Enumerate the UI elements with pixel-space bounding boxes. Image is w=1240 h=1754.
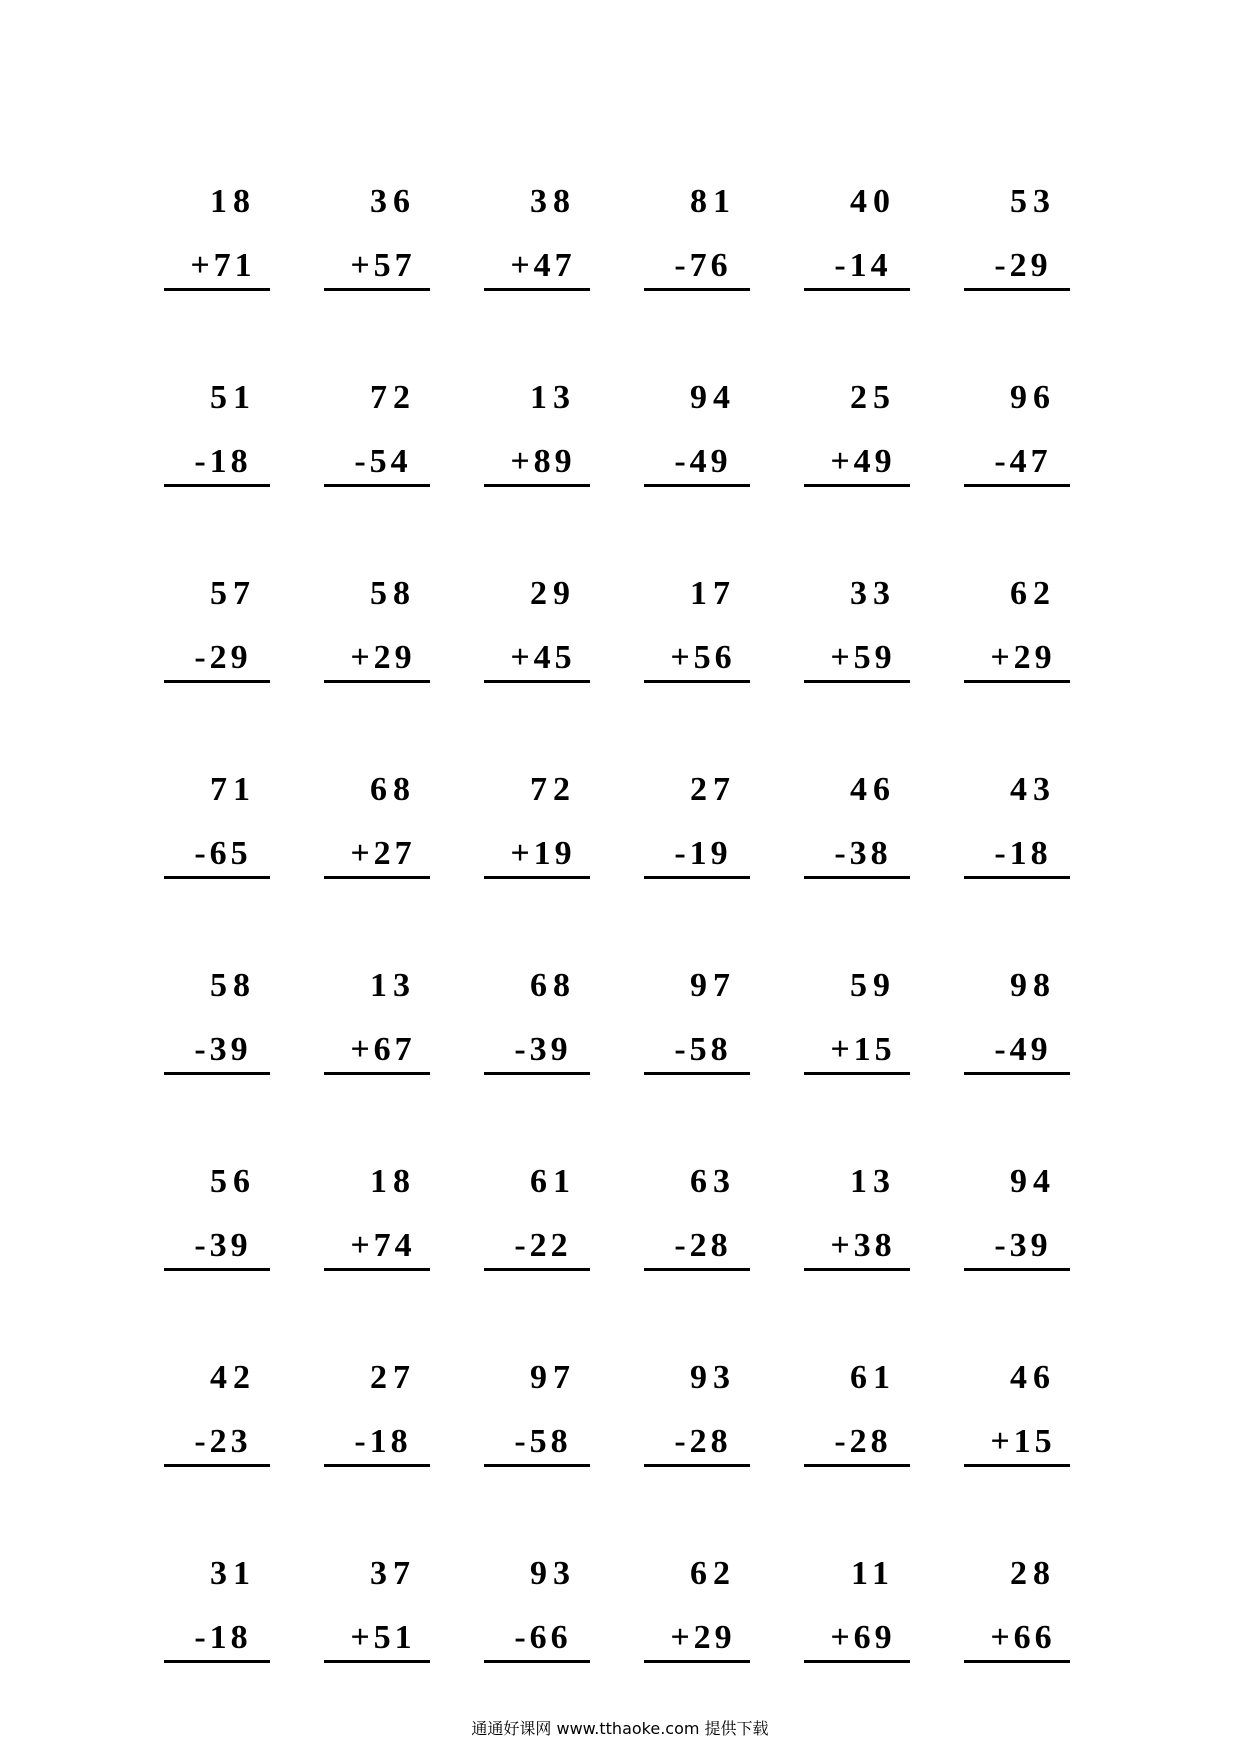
- problem-top-number: 36: [370, 183, 416, 220]
- answer-line: [324, 1072, 430, 1075]
- answer-line: [964, 1268, 1070, 1271]
- problem-operand: +67: [350, 1031, 416, 1068]
- problem-operand: +47: [510, 247, 576, 284]
- problem: [640, 1554, 760, 1674]
- problem-operand: -39: [994, 1227, 1052, 1264]
- answer-line: [164, 1268, 270, 1271]
- answer-line: [484, 1268, 590, 1271]
- answer-line: [644, 680, 750, 683]
- problem-operand: -47: [994, 443, 1052, 480]
- problem-row: [160, 378, 1100, 498]
- problem: [960, 182, 1080, 302]
- problem-operand: +29: [670, 1619, 736, 1656]
- problem-top-number: 53: [1010, 183, 1056, 220]
- problem-top-number: 27: [690, 771, 736, 808]
- problem-top-number: 31: [210, 1555, 256, 1592]
- problem-operand: -18: [354, 1423, 412, 1460]
- problem-operand: -18: [994, 835, 1052, 872]
- answer-line: [164, 288, 270, 291]
- problem-operand: -23: [194, 1423, 252, 1460]
- answer-line: [164, 680, 270, 683]
- problem-top-number: 96: [1010, 379, 1056, 416]
- problem: [160, 1162, 280, 1282]
- problem: [320, 770, 440, 890]
- problem: [160, 574, 280, 694]
- problem-top-number: 72: [370, 379, 416, 416]
- problem-operand: -65: [194, 835, 252, 872]
- problem: [960, 378, 1080, 498]
- problem-row: [160, 574, 1100, 694]
- problem-operand: +69: [830, 1619, 896, 1656]
- problem-top-number: 43: [1010, 771, 1056, 808]
- answer-line: [644, 484, 750, 487]
- problem-operand: +38: [830, 1227, 896, 1264]
- problem: [960, 1554, 1080, 1674]
- problem-top-number: 61: [850, 1359, 896, 1396]
- answer-line: [804, 484, 910, 487]
- answer-line: [644, 1072, 750, 1075]
- problem: [640, 966, 760, 1086]
- problem-top-number: 46: [1010, 1359, 1056, 1396]
- problem-operand: -19: [674, 835, 732, 872]
- problem: [160, 182, 280, 302]
- answer-line: [484, 484, 590, 487]
- problem-top-number: 28: [1010, 1555, 1056, 1592]
- problem-top-number: 94: [1010, 1163, 1056, 1200]
- answer-line: [804, 1464, 910, 1467]
- answer-line: [324, 288, 430, 291]
- problem-top-number: 71: [210, 771, 256, 808]
- answer-line: [964, 484, 1070, 487]
- problem: [800, 1358, 920, 1478]
- problem-top-number: 37: [370, 1555, 416, 1592]
- problem-top-number: 13: [850, 1163, 896, 1200]
- problem: [800, 574, 920, 694]
- answer-line: [164, 1072, 270, 1075]
- problem-top-number: 46: [850, 771, 896, 808]
- problem: [320, 1358, 440, 1478]
- problem-operand: +49: [830, 443, 896, 480]
- problem-row: [160, 770, 1100, 890]
- problem-operand: +15: [990, 1423, 1056, 1460]
- problem-top-number: 62: [690, 1555, 736, 1592]
- answer-line: [484, 876, 590, 879]
- problem-operand: +29: [350, 639, 416, 676]
- problem-operand: +15: [830, 1031, 896, 1068]
- problem: [160, 1358, 280, 1478]
- answer-line: [324, 680, 430, 683]
- answer-line: [964, 1072, 1070, 1075]
- answer-line: [804, 288, 910, 291]
- problem-operand: -58: [514, 1423, 572, 1460]
- problem-operand: -38: [834, 835, 892, 872]
- problem-operand: -39: [194, 1031, 252, 1068]
- problem-top-number: 17: [690, 575, 736, 612]
- problem-operand: -29: [994, 247, 1052, 284]
- problem-operand: +89: [510, 443, 576, 480]
- problem-operand: -39: [514, 1031, 572, 1068]
- problem: [960, 1162, 1080, 1282]
- problem-operand: +59: [830, 639, 896, 676]
- problem-top-number: 81: [690, 183, 736, 220]
- problem: [480, 182, 600, 302]
- problem-top-number: 33: [850, 575, 896, 612]
- problem-top-number: 72: [530, 771, 576, 808]
- worksheet: [160, 182, 1100, 1682]
- problem-top-number: 13: [370, 967, 416, 1004]
- problem-top-number: 38: [530, 183, 576, 220]
- problem: [320, 966, 440, 1086]
- answer-line: [484, 1660, 590, 1663]
- answer-line: [964, 1464, 1070, 1467]
- problem-operand: -39: [194, 1227, 252, 1264]
- problem-top-number: 63: [690, 1163, 736, 1200]
- problem-top-number: 59: [850, 967, 896, 1004]
- problem-top-number: 40: [850, 183, 896, 220]
- problem-operand: -28: [674, 1227, 732, 1264]
- answer-line: [164, 876, 270, 879]
- problem: [320, 182, 440, 302]
- problem-operand: +29: [990, 639, 1056, 676]
- answer-line: [164, 1660, 270, 1663]
- answer-line: [804, 1072, 910, 1075]
- problem-operand: -28: [674, 1423, 732, 1460]
- problem-top-number: 98: [1010, 967, 1056, 1004]
- answer-line: [324, 876, 430, 879]
- problem-operand: +57: [350, 247, 416, 284]
- problem-operand: +19: [510, 835, 576, 872]
- answer-line: [324, 1464, 430, 1467]
- answer-line: [644, 1660, 750, 1663]
- problem-top-number: 68: [530, 967, 576, 1004]
- problem: [640, 182, 760, 302]
- answer-line: [484, 1072, 590, 1075]
- problem-operand: -28: [834, 1423, 892, 1460]
- problem: [800, 378, 920, 498]
- problem-top-number: 13: [530, 379, 576, 416]
- problem: [160, 966, 280, 1086]
- problem: [480, 378, 600, 498]
- problem-top-number: 93: [530, 1555, 576, 1592]
- problem: [800, 1162, 920, 1282]
- problem-top-number: 58: [210, 967, 256, 1004]
- problem-operand: +27: [350, 835, 416, 872]
- problem-operand: -76: [674, 247, 732, 284]
- answer-line: [644, 288, 750, 291]
- answer-line: [644, 1268, 750, 1271]
- problem-operand: -29: [194, 639, 252, 676]
- answer-line: [484, 288, 590, 291]
- problem-operand: -18: [194, 1619, 252, 1656]
- problem-top-number: 68: [370, 771, 416, 808]
- problem: [960, 1358, 1080, 1478]
- problem-operand: -54: [354, 443, 412, 480]
- problem: [320, 378, 440, 498]
- problem-top-number: 29: [530, 575, 576, 612]
- problem: [960, 966, 1080, 1086]
- problem-top-number: 97: [690, 967, 736, 1004]
- problem-operand: -66: [514, 1619, 572, 1656]
- problem: [800, 966, 920, 1086]
- problem-top-number: 62: [1010, 575, 1056, 612]
- problem: [160, 770, 280, 890]
- problem: [640, 574, 760, 694]
- answer-line: [804, 1660, 910, 1663]
- problem: [320, 574, 440, 694]
- problem-top-number: 58: [370, 575, 416, 612]
- problem: [480, 1554, 600, 1674]
- problem-row: [160, 1358, 1100, 1478]
- answer-line: [164, 484, 270, 487]
- problem: [480, 1162, 600, 1282]
- answer-line: [964, 1660, 1070, 1663]
- problem-top-number: 25: [850, 379, 896, 416]
- problem: [640, 1358, 760, 1478]
- problem-top-number: 27: [370, 1359, 416, 1396]
- problem-operand: -49: [994, 1031, 1052, 1068]
- problem: [480, 966, 600, 1086]
- answer-line: [484, 680, 590, 683]
- problem-operand: -14: [834, 247, 892, 284]
- problem-operand: +51: [350, 1619, 416, 1656]
- problem: [640, 1162, 760, 1282]
- answer-line: [804, 680, 910, 683]
- problem-operand: -49: [674, 443, 732, 480]
- problem-top-number: 11: [850, 1555, 896, 1592]
- answer-line: [964, 680, 1070, 683]
- problem-top-number: 57: [210, 575, 256, 612]
- answer-line: [484, 1464, 590, 1467]
- answer-line: [964, 876, 1070, 879]
- problem: [800, 182, 920, 302]
- answer-line: [964, 288, 1070, 291]
- problem: [800, 770, 920, 890]
- problem-top-number: 94: [690, 379, 736, 416]
- problem-operand: -18: [194, 443, 252, 480]
- problem: [160, 378, 280, 498]
- problem: [800, 1554, 920, 1674]
- answer-line: [804, 1268, 910, 1271]
- problem-operand: +66: [990, 1619, 1056, 1656]
- problem: [480, 770, 600, 890]
- problem-top-number: 18: [370, 1163, 416, 1200]
- answer-line: [324, 1660, 430, 1663]
- problem-operand: +74: [350, 1227, 416, 1264]
- problem-row: [160, 1162, 1100, 1282]
- problem: [640, 770, 760, 890]
- problem: [160, 1554, 280, 1674]
- problem-top-number: 56: [210, 1163, 256, 1200]
- problem-row: [160, 1554, 1100, 1674]
- problem-top-number: 93: [690, 1359, 736, 1396]
- answer-line: [644, 1464, 750, 1467]
- problem: [320, 1554, 440, 1674]
- problem: [320, 1162, 440, 1282]
- problem-top-number: 61: [530, 1163, 576, 1200]
- problem-row: [160, 182, 1100, 302]
- problem: [480, 574, 600, 694]
- answer-line: [324, 1268, 430, 1271]
- problem-top-number: 42: [210, 1359, 256, 1396]
- problem-row: [160, 966, 1100, 1086]
- footer-credit: 通通好课网 www.tthaoke.com 提供下载: [471, 1719, 769, 1738]
- answer-line: [804, 876, 910, 879]
- answer-line: [164, 1464, 270, 1467]
- problem-top-number: 97: [530, 1359, 576, 1396]
- problem-top-number: 51: [210, 379, 256, 416]
- problem-operand: +45: [510, 639, 576, 676]
- answer-line: [324, 484, 430, 487]
- problem-operand: +71: [190, 247, 256, 284]
- answer-line: [644, 876, 750, 879]
- problem-operand: -22: [514, 1227, 572, 1264]
- problem-top-number: 18: [210, 183, 256, 220]
- problem: [480, 1358, 600, 1478]
- problem-operand: -58: [674, 1031, 732, 1068]
- problem: [640, 378, 760, 498]
- problem: [960, 770, 1080, 890]
- problem-operand: +56: [670, 639, 736, 676]
- problem: [960, 574, 1080, 694]
